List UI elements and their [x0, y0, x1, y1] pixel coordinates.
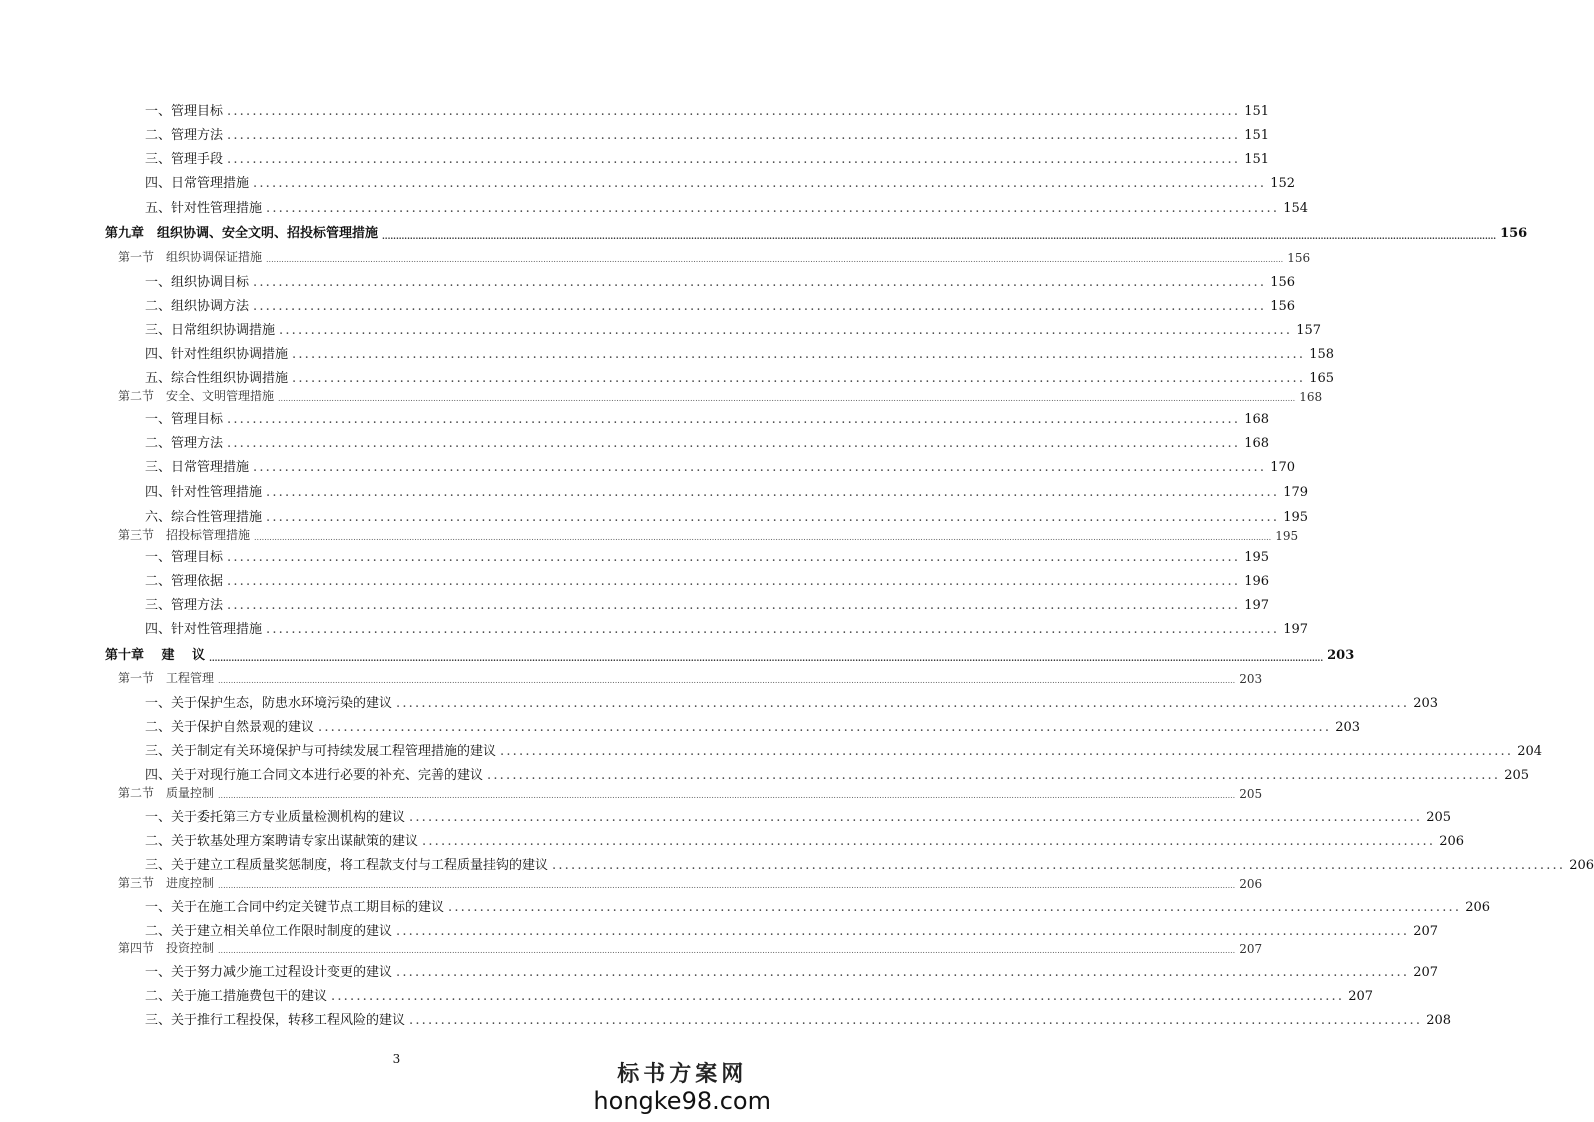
- toc-item-entry[interactable]: [145, 984, 1374, 1004]
- toc-item-entry[interactable]: [145, 960, 1439, 980]
- toc-entry-title: 五、针对性管理措施: [145, 201, 263, 216]
- toc-entry-page-number: 205: [1504, 768, 1530, 783]
- dot-leader: ................................................................................................................................................................: [279, 323, 1293, 338]
- toc-entry-page-number: 205: [1239, 787, 1263, 801]
- toc-entry-title: 三、关于制定有关环境保护与可持续发展工程管理措施的建议: [145, 744, 497, 759]
- toc-entry-page-number: 204: [1517, 744, 1543, 759]
- toc-section-entry[interactable]: [118, 938, 1263, 956]
- dot-leader: ................................................................................................................................................................: [396, 696, 1410, 711]
- dot-leader: ................................................................................................................................................................................................................................................................................................................................................................................................................: [218, 946, 1236, 955]
- toc-entry-title: 第二节 安全、文明管理措施: [118, 389, 275, 403]
- toc-item-entry[interactable]: [145, 99, 1270, 119]
- toc-entry-page-number: 170: [1270, 460, 1296, 475]
- dot-leader: ................................................................................................................................................................: [331, 989, 1345, 1004]
- toc-chapter-entry[interactable]: [105, 221, 1528, 241]
- toc-entry-title: 四、日常管理措施: [145, 176, 250, 191]
- dot-leader: ................................................................................................................................................................: [227, 574, 1241, 589]
- toc-entry-title: 一、关于努力减少施工过程设计变更的建议: [145, 965, 393, 980]
- toc-entry-title: 三、管理方法: [145, 598, 224, 613]
- toc-entry-page-number: 207: [1348, 989, 1374, 1004]
- toc-item-entry[interactable]: [145, 318, 1322, 338]
- toc-entry-title: 二、管理方法: [145, 128, 224, 143]
- toc-entry-title: 一、管理目标: [145, 412, 224, 427]
- toc-entry-page-number: 207: [1413, 965, 1439, 980]
- toc-entry-page-number: 156: [1270, 275, 1296, 290]
- toc-entry-page-number: 203: [1327, 648, 1355, 663]
- toc-item-entry[interactable]: [145, 895, 1491, 915]
- toc-entry-page-number: 151: [1244, 152, 1270, 167]
- toc-entry-page-number: 156: [1270, 299, 1296, 314]
- dot-leader: ................................................................................................................................................................................................................................................................................................................................................................................................................: [218, 791, 1236, 800]
- toc-entry-title: 第三节 招投标管理措施: [118, 528, 251, 542]
- toc-entry-title: 三、关于建立工程质量奖惩制度，将工程款支付与工程质量挂钩的建议: [145, 858, 549, 873]
- toc-section-entry[interactable]: [118, 525, 1299, 543]
- dot-leader: ................................................................................................................................................................: [292, 371, 1306, 386]
- toc-entry-page-number: 197: [1244, 598, 1270, 613]
- toc-entry-title: 第九章 组织协调、安全文明、招投标管理措施: [105, 226, 379, 241]
- dot-leader: ................................................................................................................................................................................................................................................................................................................................................................................................................: [266, 255, 1284, 264]
- toc-entry-page-number: 156: [1500, 226, 1528, 241]
- dot-leader: ................................................................................................................................................................: [396, 924, 1410, 939]
- toc-entry-title: 第四节 投资控制: [118, 941, 215, 955]
- toc-entry-title: 四、关于对现行施工合同文本进行必要的补充、完善的建议: [145, 768, 484, 783]
- toc-item-entry[interactable]: [145, 715, 1361, 735]
- toc-entry-page-number: 168: [1244, 412, 1270, 427]
- dot-leader: ................................................................................................................................................................: [227, 436, 1241, 451]
- toc-section-entry[interactable]: [118, 247, 1311, 265]
- toc-entry-page-number: 157: [1296, 323, 1322, 338]
- dot-leader: ................................................................................................................................................................: [409, 1013, 1423, 1028]
- toc-entry-page-number: 207: [1413, 924, 1439, 939]
- toc-entry-title: 四、针对性组织协调措施: [145, 347, 289, 362]
- toc-entry-title: 一、组织协调目标: [145, 275, 250, 290]
- toc-entry-title: 第一节 工程管理: [118, 671, 215, 685]
- toc-entry-title: 二、管理依据: [145, 574, 224, 589]
- toc-entry-page-number: 154: [1283, 201, 1309, 216]
- watermark-logo: [593, 1057, 771, 1114]
- toc-item-entry[interactable]: [145, 569, 1270, 589]
- dot-leader: ................................................................................................................................................................: [227, 550, 1241, 565]
- toc-entry-page-number: 168: [1299, 390, 1323, 404]
- toc-item-entry[interactable]: [145, 691, 1439, 711]
- dot-leader: ................................................................................................................................................................: [266, 622, 1280, 637]
- dot-leader: ................................................................................................................................................................: [253, 176, 1267, 191]
- dot-leader: ................................................................................................................................................................: [227, 412, 1241, 427]
- toc-item-entry[interactable]: [145, 366, 1335, 386]
- toc-entry-title: 第一节 组织协调保证措施: [118, 250, 263, 264]
- watermark-chinese: 标书方案网: [617, 1062, 748, 1087]
- toc-entry-page-number: 206: [1239, 877, 1263, 891]
- toc-entry-page-number: 179: [1283, 485, 1309, 500]
- dot-leader: ................................................................................................................................................................................................................................................................................................................................................................................................................: [218, 881, 1236, 890]
- dot-leader: ................................................................................................................................................................................................................................................................................................................................................................................................................: [218, 676, 1236, 685]
- toc-item-entry[interactable]: [145, 505, 1309, 525]
- toc-item-entry[interactable]: [145, 147, 1270, 167]
- toc-entry-page-number: 197: [1283, 622, 1309, 637]
- dot-leader: ................................................................................................................................................................: [266, 510, 1280, 525]
- toc-entry-title: 二、组织协调方法: [145, 299, 250, 314]
- toc-item-entry[interactable]: [145, 617, 1309, 637]
- toc-entry-title: 第十章 建 议: [105, 648, 206, 663]
- toc-item-entry[interactable]: [145, 342, 1335, 362]
- toc-item-entry[interactable]: [145, 1008, 1452, 1028]
- toc-item-entry[interactable]: [145, 171, 1296, 191]
- dot-leader: ................................................................................................................................................................: [318, 720, 1332, 735]
- toc-entry-title: 一、关于委托第三方专业质量检测机构的建议: [145, 810, 406, 825]
- toc-item-entry[interactable]: [145, 480, 1309, 500]
- toc-entry-page-number: 196: [1244, 574, 1270, 589]
- dot-leader: ................................................................................................................................................................: [227, 104, 1241, 119]
- toc-entry-title: 五、综合性组织协调措施: [145, 371, 289, 386]
- toc-item-entry[interactable]: [145, 294, 1296, 314]
- toc-entry-page-number: 195: [1275, 529, 1299, 543]
- toc-entry-page-number: 195: [1244, 550, 1270, 565]
- toc-entry-page-number: 206: [1439, 834, 1465, 849]
- toc-entry-page-number: 203: [1335, 720, 1361, 735]
- dot-leader: ................................................................................................................................................................: [227, 152, 1241, 167]
- toc-entry-page-number: 156: [1287, 251, 1311, 265]
- toc-entry-title: 一、管理目标: [145, 104, 224, 119]
- toc-entry-title: 三、日常组织协调措施: [145, 323, 276, 338]
- toc-entry-page-number: 151: [1244, 104, 1270, 119]
- toc-entry-page-number: 203: [1239, 672, 1263, 686]
- toc-item-entry[interactable]: [145, 853, 1594, 873]
- toc-entry-title: 一、关于保护生态，防患水环境污染的建议: [145, 696, 393, 711]
- dot-leader: ................................................................................................................................................................................................................................................................................................................................................................................................................: [278, 394, 1296, 403]
- toc-entry-title: 一、管理目标: [145, 550, 224, 565]
- dot-leader: ................................................................................................................................................................: [396, 965, 1410, 980]
- toc-section-entry[interactable]: [118, 873, 1263, 891]
- toc-entry-page-number: 152: [1270, 176, 1296, 191]
- dot-leader: ................................................................................................................................................................: [448, 900, 1462, 915]
- dot-leader: ................................................................................................................................................................: [292, 347, 1306, 362]
- toc-entry-page-number: 203: [1413, 696, 1439, 711]
- dot-leader: ................................................................................................................................................................: [500, 744, 1514, 759]
- toc-section-entry[interactable]: [118, 783, 1263, 801]
- dot-leader: ................................................................................................................................................................................................................................................................................................................................................................................................................: [254, 533, 1272, 542]
- dot-leader: ................................................................................................................................................................: [487, 768, 1501, 783]
- toc-entry-title: 第二节 质量控制: [118, 786, 215, 800]
- toc-section-entry[interactable]: [118, 386, 1323, 404]
- watermark-url: hongke98.com: [593, 1087, 771, 1115]
- toc-chapter-entry[interactable]: [105, 643, 1355, 663]
- dot-leader: ................................................................................................................................................................: [552, 858, 1566, 873]
- toc-item-entry[interactable]: [145, 919, 1439, 939]
- dot-leader: ................................................................................................................................................................: [422, 834, 1436, 849]
- toc-item-entry[interactable]: [145, 805, 1452, 825]
- toc-entry-title: 三、关于推行工程投保，转移工程风险的建议: [145, 1013, 406, 1028]
- toc-entry-page-number: 151: [1244, 128, 1270, 143]
- toc-entry-page-number: 205: [1426, 810, 1452, 825]
- toc-entry-page-number: 206: [1569, 858, 1594, 873]
- toc-entry-page-number: 207: [1239, 942, 1263, 956]
- toc-entry-page-number: 165: [1309, 371, 1335, 386]
- dot-leader: ................................................................................................................................................................: [409, 810, 1423, 825]
- toc-entry-title: 三、管理手段: [145, 152, 224, 167]
- dot-leader: ................................................................................................................................................................: [227, 598, 1241, 613]
- toc-entry-page-number: 195: [1283, 510, 1309, 525]
- toc-entry-page-number: 206: [1465, 900, 1491, 915]
- dot-leader: ................................................................................................................................................................: [253, 460, 1267, 475]
- dot-leader: ................................................................................................................................................................: [253, 275, 1267, 290]
- toc-entry-title: 三、日常管理措施: [145, 460, 250, 475]
- toc-entry-title: 四、针对性管理措施: [145, 485, 263, 500]
- toc-item-entry[interactable]: [145, 123, 1270, 143]
- toc-entry-title: 二、管理方法: [145, 436, 224, 451]
- toc-entry-title: 四、针对性管理措施: [145, 622, 263, 637]
- toc-item-entry[interactable]: [145, 829, 1465, 849]
- toc-item-entry[interactable]: [145, 455, 1296, 475]
- dot-leader: ................................................................................................................................................................: [227, 128, 1241, 143]
- toc-entry-title: 第三节 进度控制: [118, 876, 215, 890]
- toc-entry-title: 二、关于施工措施费包干的建议: [145, 989, 328, 1004]
- toc-item-entry[interactable]: [145, 763, 1530, 783]
- toc-item-entry[interactable]: [145, 545, 1270, 565]
- toc-entry-title: 二、关于保护自然景观的建议: [145, 720, 315, 735]
- dot-leader: ................................................................................................................................................................................................................................................................................................................................................................................................................: [382, 231, 1497, 241]
- toc-entry-page-number: 208: [1426, 1013, 1452, 1028]
- dot-leader: ................................................................................................................................................................: [266, 201, 1280, 216]
- dot-leader: ................................................................................................................................................................................................................................................................................................................................................................................................................: [209, 653, 1324, 663]
- toc-entry-page-number: 168: [1244, 436, 1270, 451]
- toc-item-entry[interactable]: [145, 270, 1296, 290]
- toc-entry-title: 二、关于软基处理方案聘请专家出谋献策的建议: [145, 834, 419, 849]
- toc-entry-title: 一、关于在施工合同中约定关键节点工期目标的建议: [145, 900, 445, 915]
- toc-item-entry[interactable]: [145, 431, 1270, 451]
- toc-item-entry[interactable]: [145, 593, 1270, 613]
- dot-leader: ................................................................................................................................................................: [253, 299, 1267, 314]
- dot-leader: ................................................................................................................................................................: [266, 485, 1280, 500]
- toc-item-entry[interactable]: [145, 196, 1309, 216]
- toc-entry-title: 二、关于建立相关单位工作限时制度的建议: [145, 924, 393, 939]
- toc-item-entry[interactable]: [145, 739, 1543, 759]
- toc-item-entry[interactable]: [145, 407, 1270, 427]
- toc-entry-title: 六、综合性管理措施: [145, 510, 263, 525]
- page-number: 3: [392, 1052, 401, 1066]
- toc-entry-page-number: 158: [1309, 347, 1335, 362]
- toc-section-entry[interactable]: [118, 668, 1263, 686]
